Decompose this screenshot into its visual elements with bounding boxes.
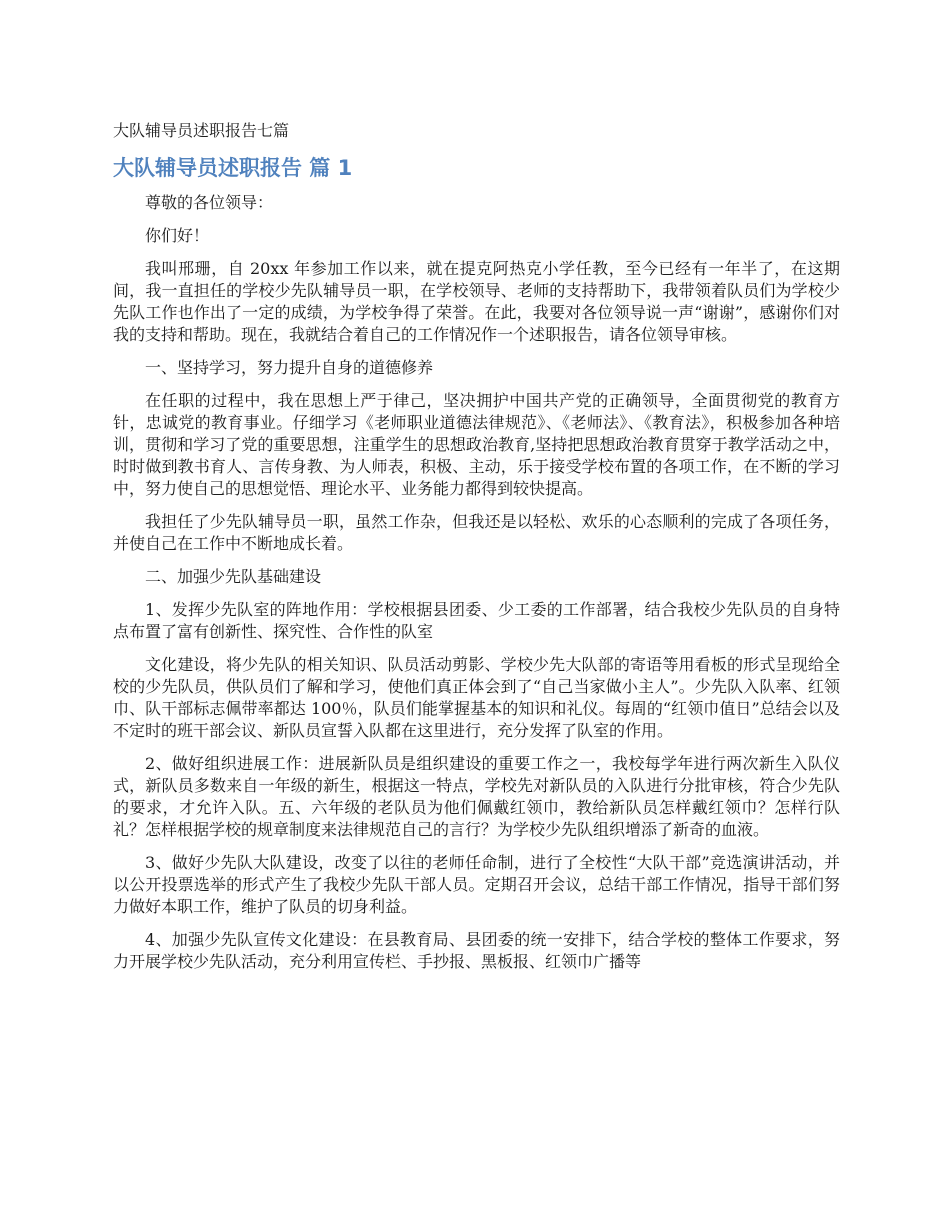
- list-item-4: 4、加强少先队宣传文化建设：在县教育局、县团委的统一安排下，结合学校的整体工作要求，努力开展学校少先队活动，充分利用宣传栏、手抄报、黑板报、红领巾广播等: [113, 930, 840, 971]
- document-page: [113, 120, 840, 984]
- salutation: 尊敬的各位领导：: [145, 193, 274, 212]
- subheading-two: 二、加强少先队基础建设: [145, 567, 322, 586]
- document-title: 大队辅导员述职报告七篇: [113, 121, 290, 140]
- body-paragraph: 文化建设，将少先队的相关知识、队员活动剪影、学校少先大队部的寄语等用看板的形式呈现给全校的少先队员，供队员们了解和学习，使他们真正体会到了“自己当家做小主人”。少先队入队率、红领巾、队干部标志佩带率都达 100％，队员们能掌握基本的知识和礼仪。每周的“红领巾值日”总结会以及不定时的班干部会议、新队员宣誓入队都在这里进行，充分发挥了队室的作用。: [113, 655, 840, 740]
- greeting: 你们好！: [145, 226, 210, 245]
- subheading-one: 一、坚持学习，努力提升自身的道德修养: [145, 358, 434, 377]
- list-item-2: 2、做好组织进展工作：进展新队员是组织建设的重要工作之一，我校每学年进行两次新生入队仪式，新队员多数来自一年级的新生，根据这一特点，学校先对新队员的入队进行分批审核，符合少先队的要求，才允许入队。五、六年级的老队员为他们佩戴红领巾，教给新队员怎样戴红领巾？怎样行队礼？怎样根据学校的规章制度来法律规范自己的言行？为学校少先队组织增添了新奇的血液。: [113, 754, 840, 839]
- body-paragraph: 我叫邢珊，自 20xx 年参加工作以来，就在提克阿热克小学任教，至今已经有一年半了，在这期间，我一直担任的学校少先队辅导员一职，在学校领导、老师的支持帮助下，我带领着队员们为学校少先队工作也作出了一定的成绩，为学校争得了荣誉。在此，我要对各位领导说一声“谢谢”，感谢你们对我的支持和帮助。现在，我就结合着自己的工作情况作一个述职报告，请各位领导审核。: [113, 259, 840, 344]
- list-item-1: 1、发挥少先队室的阵地作用：学校根据县团委、少工委的工作部署，结合我校少先队员的自身特点布置了富有创新性、探究性、合作性的队室: [113, 600, 840, 641]
- body-paragraph: 我担任了少先队辅导员一职，虽然工作杂，但我还是以轻松、欢乐的心态顺利的完成了各项任务，并使自己在工作中不断地成长着。: [113, 512, 840, 553]
- body-paragraph: 在任职的过程中，我在思想上严于律己，坚决拥护中国共产党的正确领导，全面贯彻党的教育方针，忠诚党的教育事业。仔细学习《老师职业道德法律规范》、《老师法》、《教育法》，积极参加各种培训，贯彻和学习了党的重要思想，注重学生的思想政治教育,坚持把思想政治教育贯穿于教学活动之中，时时做到教书育人、言传身教、为人师表，积极、主动，乐于接受学校布置的各项工作，在不断的学习中，努力使自己的思想觉悟、理论水平、业务能力都得到较快提高。: [113, 391, 840, 498]
- section-heading: 大队辅导员述职报告 篇 1: [113, 156, 353, 180]
- list-item-3: 3、做好少先队大队建设，改变了以往的老师任命制，进行了全校性“大队干部”竞选演讲活动，并以公开投票选举的形式产生了我校少先队干部人员。定期召开会议，总结干部工作情况，指导干部们努力做好本职工作，维护了队员的切身利益。: [113, 853, 840, 916]
